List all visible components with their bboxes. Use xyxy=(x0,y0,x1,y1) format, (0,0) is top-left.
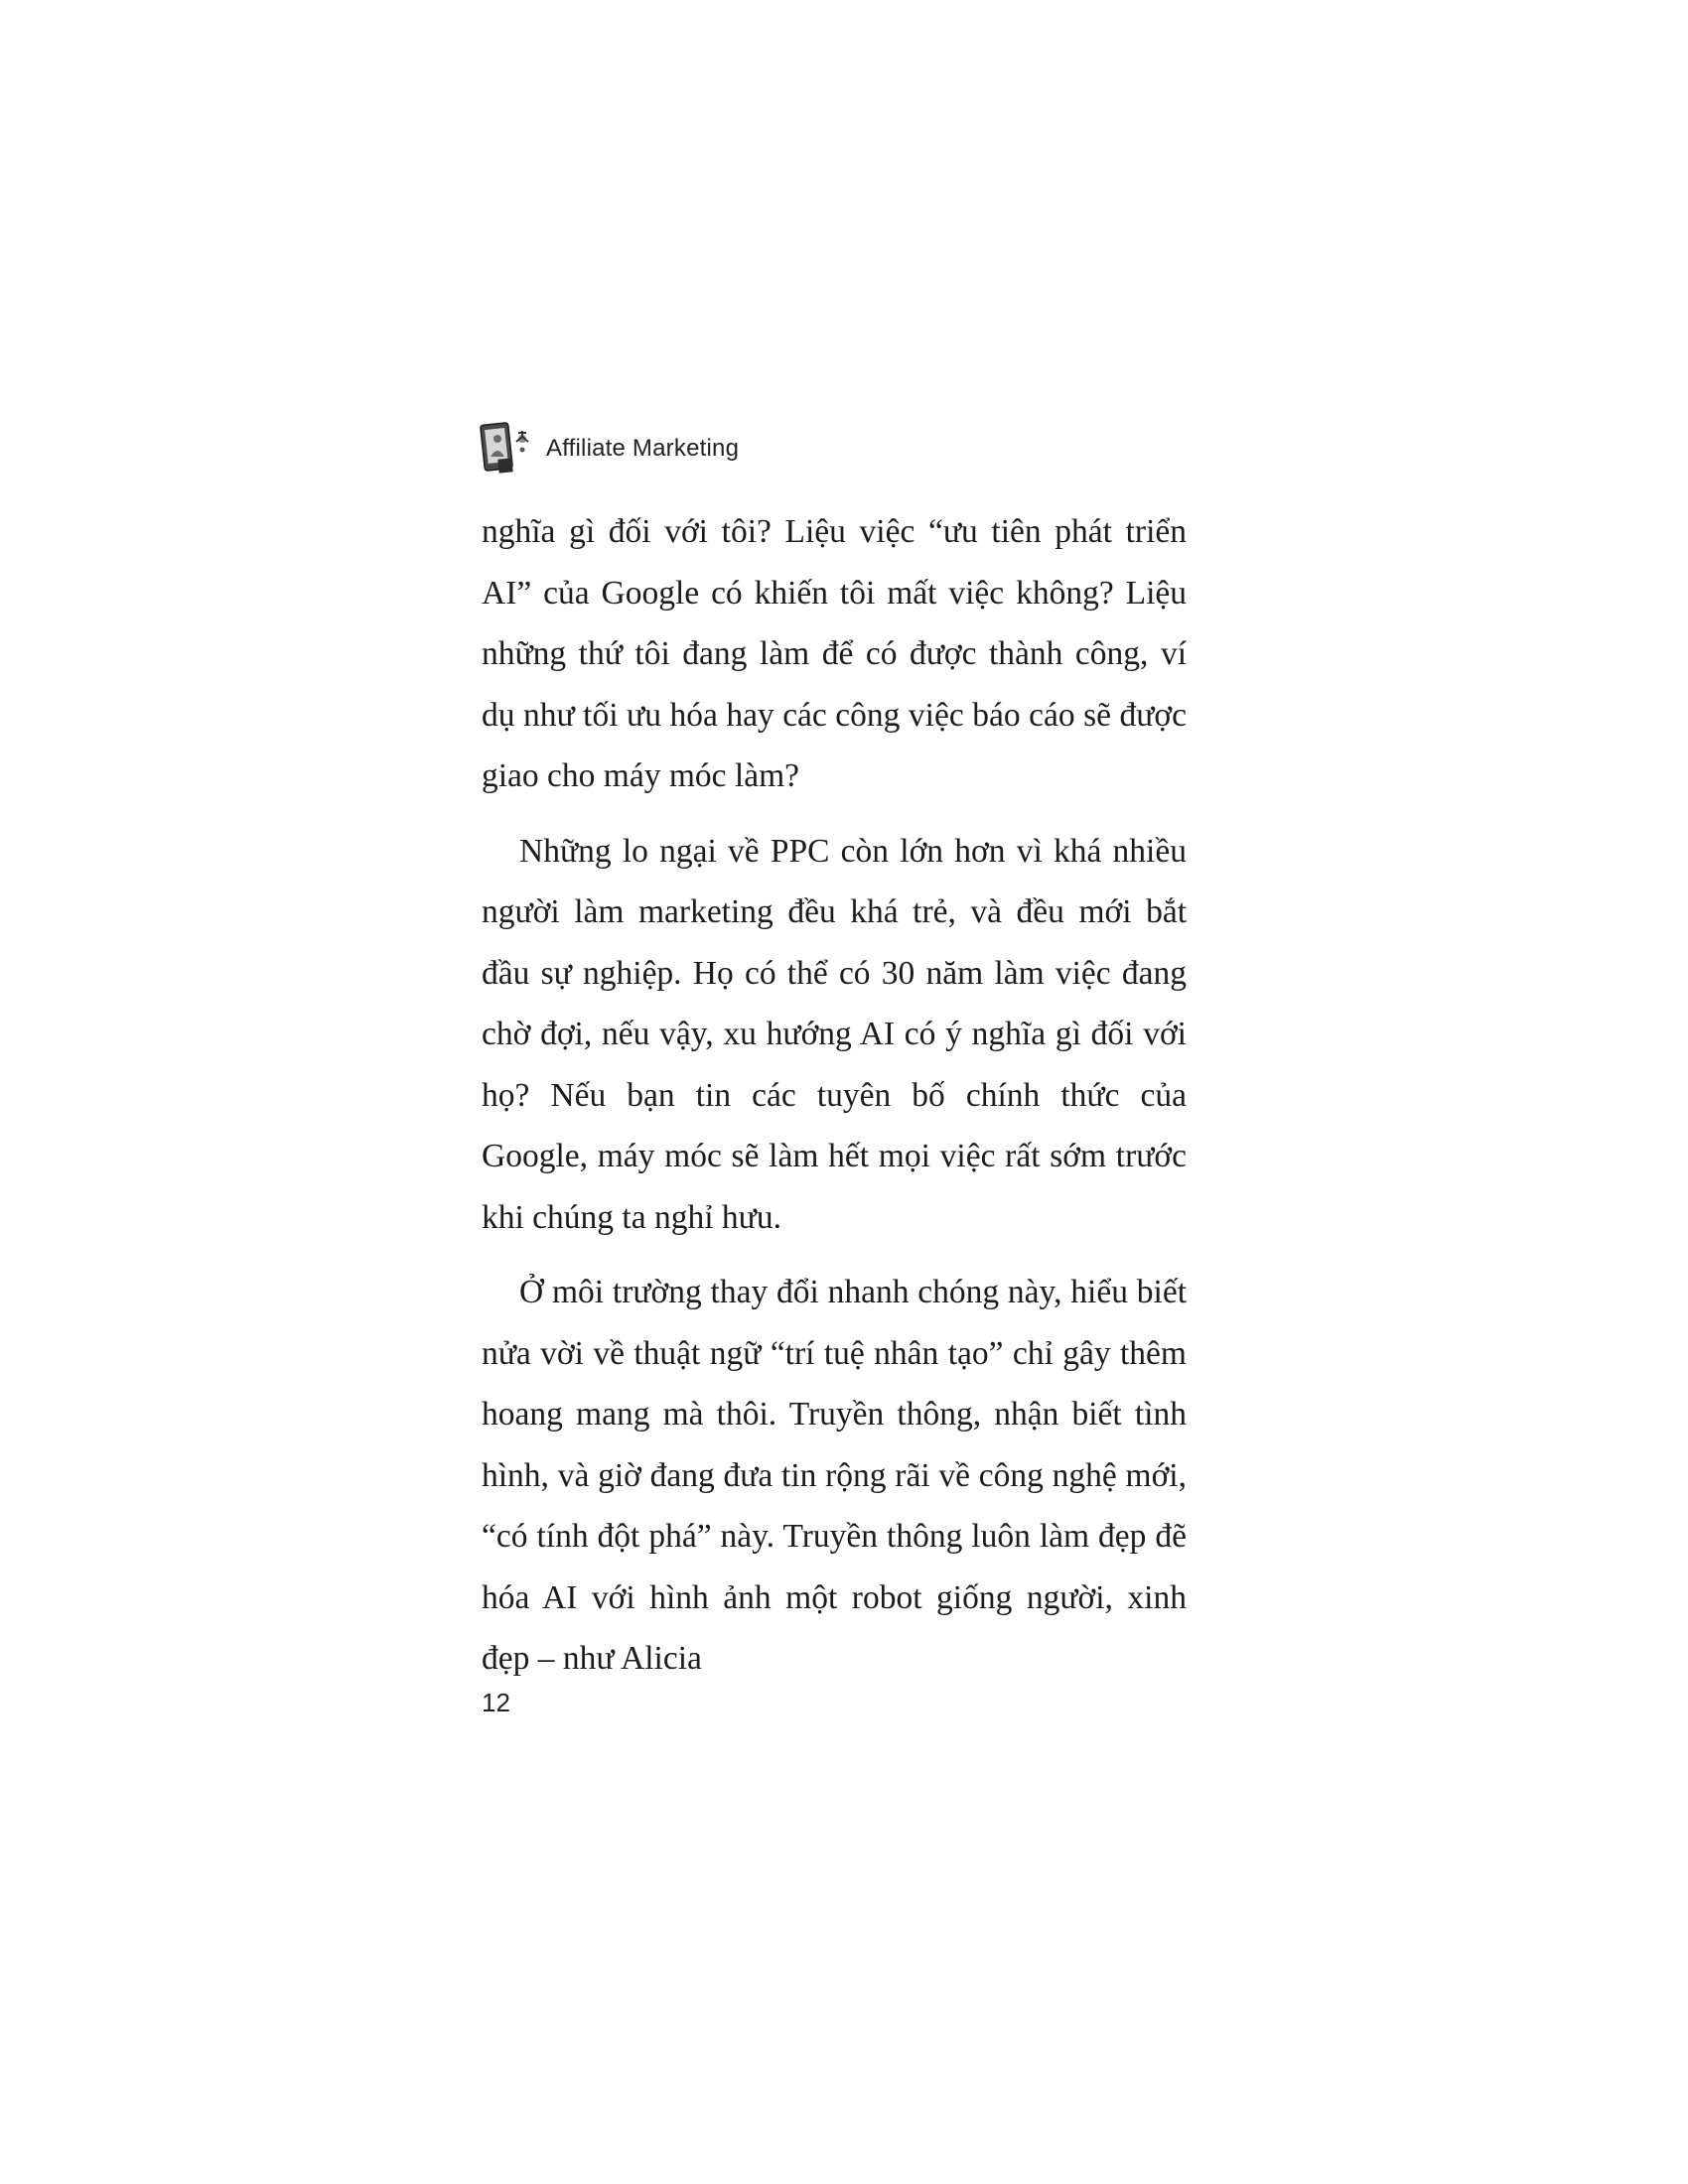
body-text xyxy=(482,501,1187,1704)
tablet-with-person-logo-icon xyxy=(479,421,536,477)
paragraph-continued: nghĩa gì đối với tôi? Liệu việc “ưu tiên phát triển AI” của Google có khiến tôi mất việc không? Liệu những thứ tôi đang làm để có được thành công, ví dụ như tối ưu hóa hay các công việc báo cáo sẽ được giao cho máy móc làm? xyxy=(482,513,1187,794)
paragraph: Ở môi trường thay đổi nhanh chóng này, hiểu biết nửa vời về thuật ngữ “trí tuệ nhân tạo” chỉ gây thêm hoang mang mà thôi. Truyền thông, nhận biết tình hình, và giờ đang đưa tin rộng rãi về công nghệ mới, “có tính đột phá” này. Truyền thông luôn làm đẹp đẽ hóa AI với hình ảnh một robot giống người, xinh đẹp – như Alicia xyxy=(482,1274,1187,1677)
running-header xyxy=(479,421,739,477)
paragraph: Những lo ngại về PPC còn lớn hơn vì khá nhiều người làm marketing đều khá trẻ, và đều mới bắt đầu sự nghiệp. Họ có thể có 30 năm làm việc đang chờ đợi, nếu vậy, xu hướng AI có ý nghĩa gì đối với họ? Nếu bạn tin các tuyên bố chính thức của Google, máy móc sẽ làm hết mọi việc rất sớm trước khi chúng ta nghỉ hưu. xyxy=(482,832,1187,1236)
running-header-title: Affiliate Marketing xyxy=(546,435,740,462)
page-number: 12 xyxy=(482,1688,510,1717)
